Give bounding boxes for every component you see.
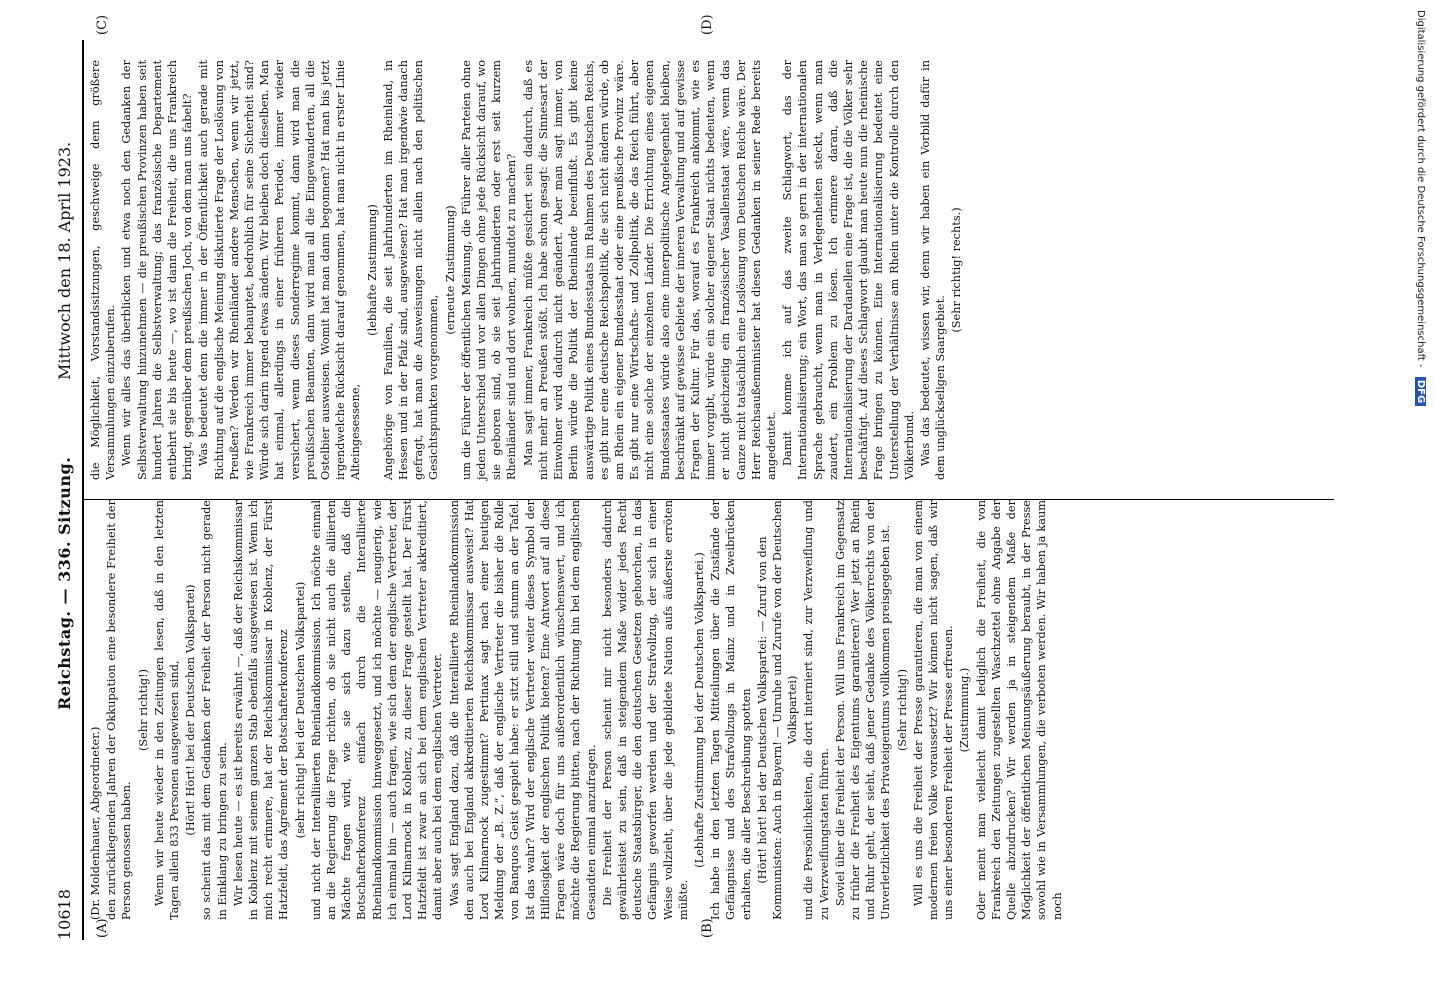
credit-text: Digitalisierung gefördert durch die Deutsche Forschungsgemeinschaft - <box>1415 10 1426 368</box>
header-rule <box>82 40 84 940</box>
paragraph: und nicht der Interalliierten Rheinlandkommission. Ich möchte einmal an die Regierung die Frage richten, ob sie nicht auch die alliierten Mächte fragen wird, wie sie sich dazu stellen, daß die Botschafterkonferenz einfach durch die Interalliierte Rheinlandkommission hinweggesetzt, und ich möchte — neugierig, wie ich einmal bin — auch fragen, wie sich dem der englische Vertreter, der Lord Kilmarnock in Koblenz, zu dieser Frage gestellt hat. Der Fürst Hatzfeldt ist zwar an sich bei dem englischen Vertreter akkreditiert, damit aber auch bei dem englischen Vertreter. <box>309 500 445 920</box>
page-number: 10618 <box>55 889 74 940</box>
page-header <box>55 40 81 940</box>
paragraph: (erneute Zustimmung) <box>443 205 457 335</box>
paragraph: Was sagt England dazu, daß die Interalliierte Rheinlandkommission den auch bei England akkreditierten Reichskommissar ausweist? Hat Lord Kilmarnock zugestimmt? Pertinax sagt nach einer heutigen Meldung der „B. Z.“, daß der englische Vertreter die bisher die Rolle von Banquos Geist gespielt habe: er sitzt still und stumm an der Tafel. Ist das wahr? Wird der englische Vertreter weiter dieses Symbol der Hilflosigkeit der englischen Politik bieten? Eine Antwort auf all diese Fragen wäre doch für uns außerordentlich wünschenswert, und ich möchte die Regierung bitten, nach der Richtung hin bei dem englischen Gesandten einmal anzufragen. <box>447 500 598 920</box>
paragraph: so scheint das mit dem Gedanken der Freiheit der Person nicht gerade in Einklang zu bringen zu sein. <box>200 500 229 920</box>
paragraph: Wenn wir alles das überblicken und etwa noch den Gedanken der Selbstverwaltung hinzunehmen — die preußischen Provinzen haben seit hundert Jahren die Selbstverwaltung; das französische Departement entbehrt sie bis heute —, wo ist dann die Freiheit, die uns Frankreich bringt, gegenüber dem preußischen Joch, von dem man uns fabelt? <box>120 60 195 480</box>
margin-mark-d: (D) <box>700 14 715 35</box>
paragraph: (lebhafte Zustimmung) <box>365 204 379 336</box>
paragraph: Angehörige von Familien, die seit Jahrhunderten im Rheinland, in Hessen und in der Pfalz sind, ausgewiesen? Hat man irgendwie danach gefragt, hat man die Ausweisungen nicht allein nach den politischen Gesichtspunkten vorgenommen, <box>381 60 441 480</box>
paragraph: Damit komme ich auf das zweite Schlagwort, das der Internationalisierung; ein Wort, das man so gern in der internationalen Sprache gebraucht, wenn man in Verlegenheiten steckt, wenn man zaudert, ein Problem zu lösen. Ich erinnere daran, daß die Internationalisierung der Dardanellen eine Frage ist, die die Völker sehr beschäftigt. Auf dieses Schlagwort glaubt man heute nun die rheinische Frage bringen zu können. Eine Internationalisierung bedeutet eine Unterstellung der Verhältnisse am Rhein unter die Kontrolle durch den Völkerbund. <box>781 60 916 480</box>
paragraph: Was das bedeutet, wissen wir, denn wir haben ein Vorbild dafür in dem unglückseligen Saargebiet. <box>918 60 948 480</box>
paragraph: Man sagt immer, Frankreich müßte gesichert sein dadurch, daß es nicht mehr an Preußen stößt. Ich habe schon gesagt: die Sinnesart der Einwohner wird dadurch nicht geändert. Aber man sagt immer, von Berlin würde die Politik der Rheinlande beeinflußt. Es gibt keine auswärtige Politik eines Bundesstaats im Rahmen des Deutschen Reichs, es gibt nur eine deutsche Reichspolitik, die sich nicht ändern würde, ob am Rhein ein eigener Bundesstaat oder eine preußische Provinz wäre. Es gibt nur eine Wirtschafts- und Zollpolitik, die das Reich führt, aber nicht eine solche der einzelnen Länder. Die Errichtung eines eigenen Bundesstaates würde also eine innerpolitische Angelegenheit bleiben, beschränkt auf gewisse Gebiete der inneren Verwaltung und auf gewisse Fragen der Kultur. Für das, worauf es Frankreich ankommt, wie es immer vorgibt, würde ein solcher eigener Staat nichts bedeuten, wenn er nicht gleichzeitig ein französischer Vasallenstaat wäre, wenn das Ganze nicht tatsächlich eine Loslösung vom Deutschen Reiche wäre. Der Herr Reichsaußenminister hat diesen Gedanken in seiner Rede bereits angedeutet. <box>521 60 778 480</box>
paragraph: Soviel über die Freiheit der Person. Will uns Frankreich im Gegensatz zu früher die Freiheit des Eigentums garantieren? Wer jetzt an Rhein und Ruhr geht, der sieht, daß jener Gedanke des Völkerrechts von der Unverletzlichkeit des Privateigentums vollkommen preisgegeben ist. <box>833 500 893 920</box>
paragraph: (Sehr richtig!) <box>136 668 150 752</box>
paragraph: um die Führer der öffentlichen Meinung, die Führer aller Parteien ohne jeden Unterschied und vor allen Dingen ohne jede Rücksicht darauf, wo sie geboren sind, ob sie seit Jahrhunderten oder erst seit kurzem Rheinländer sind und dort wohnen, mundtot zu machen? <box>459 60 519 480</box>
paragraph: Wenn wir heute wieder in den Zeitungen lesen, daß in den letzten Tagen allein 833 Personen ausgewiesen sind, <box>152 500 182 920</box>
dfg-logo: DFG <box>1415 377 1426 406</box>
paragraph: Oder meint man vielleicht damit lediglich die Freiheit, die von Frankreich den Zeitungen zugestellten Waschzettel ohne Angabe der Quelle abzudrucken? Wir werden ja in steigendem Maße der Möglichkeit der öffentlichen Meinungsäußerung beraubt, in der Presse sowohl wie in Versammlungen, die verboten werden. Wir haben ja kaum noch <box>974 500 1064 920</box>
paragraph: (Sehr richtig!) <box>895 668 909 752</box>
digitization-credit <box>1412 10 1426 990</box>
left-text-column <box>88 500 1066 920</box>
paragraph: (Zustimmung.) <box>958 667 972 753</box>
paragraph: Will es uns die Freiheit der Presse garantieren, die man von einem modernen freien Volke voraussetzt? Wir können nicht sagen, daß wir uns einer besonderen Freiheit der Presse erfreuen. <box>911 500 956 920</box>
margin-mark-c: (C) <box>95 14 110 35</box>
paragraph: die Möglichkeit, Vorstandssitzungen, geschweige denn größere Versammlungen einzuberufen. <box>89 60 118 480</box>
paragraph: Wir lesen heute — es ist bereits erwähnt —, daß der Reichskommissar in Koblenz mit seinem ganzen Stab ebenfalls ausgewiesen ist. Wenn ich mich recht erinnere, hat der Reichskommissar in Koblenz, der Fürst Hatzfeldt, das Agrément der Botschafterkonferenz <box>231 500 291 920</box>
session-date: Mittwoch den 18. April 1923. <box>55 141 74 380</box>
paragraph: (Sehr richtig! rechts.) <box>950 207 964 333</box>
right-text-column <box>88 60 966 480</box>
paragraph: Die Freiheit der Person scheint mir nicht besonders dadurch gewährleistet zu sein, daß in steigendem Maße wider jedes Recht deutsche Staatsbürger, die den deutschen Gesetzen gehorchen, in das Gefängnis geworfen werden und der Strafvollzug, der sich in einer Weise vollzieht, über die jede gebildete Nation aufs äußerste erröten müßte. <box>600 500 690 920</box>
paragraph: (Dr. Moldenhauer, Abgeordneter.) <box>89 726 102 920</box>
paragraph: (Hört! hört! bei der Deutschen Volkspartei: — Zuruf von den Kommunisten: Auch in Bayern! — Unruhe und Zurufe von der Deutschen Volkspartei) <box>755 500 800 920</box>
paragraph: (Lebhafte Zustimmung bei der Deutschen Volkspartei.) <box>692 552 706 868</box>
paragraph: Ich habe in den letzten Tagen Mitteilungen über die Zustände der Gefängnisse und des Strafvollzugs in Mainz und in Zweibrücken erhalten, die aller Beschreibung spotten <box>709 500 753 920</box>
margin-mark-a: (A) <box>95 918 110 938</box>
paragraph: (sehr richtig! bei der Deutschen Volkspartei) <box>293 581 307 839</box>
paragraph: den zurückliegenden Jahren der Okkupation eine besondere Freiheit der Person genossen haben. <box>105 500 134 920</box>
paragraph: (Hört! Hört! bei der Deutschen Volkspartei) <box>184 584 198 836</box>
session-title: Reichstag. — 336. Sitzung. <box>55 456 74 710</box>
paragraph: und die Persönlichkeiten, die dort interniert sind, zur Verzweiflung und zu Verzweiflungstaten führen. <box>802 500 831 920</box>
paragraph: Was bedeutet denn die immer in der Öffentlichkeit auch gerade mit Richtung auf die englische Meinung diskutierte Frage der Loslösung von Preußen? Werden wir Rheinländer andere Menschen, wenn wir jetzt, wie Frankreich immer behauptet, bedrohlich für seine Sicherheit sind? Würde sich darin irgend etwas ändern. Wir bleiben doch dieselben. Man hat einmal, allerdings in einer früheren Periode, immer wieder versichert, wenn dieses Sonderregime kommt, dann wird man die preußischen Beamten, dann wird man all die Eingewanderten, all die Ostelbier ausweisen. Womit hat man dann begonnen? Hat man bis jetzt irgendwelche Rücksicht darauf genommen, hat man nicht in erster Linie Alteingesessene, <box>197 60 363 480</box>
margin-mark-b: (B) <box>700 918 715 938</box>
